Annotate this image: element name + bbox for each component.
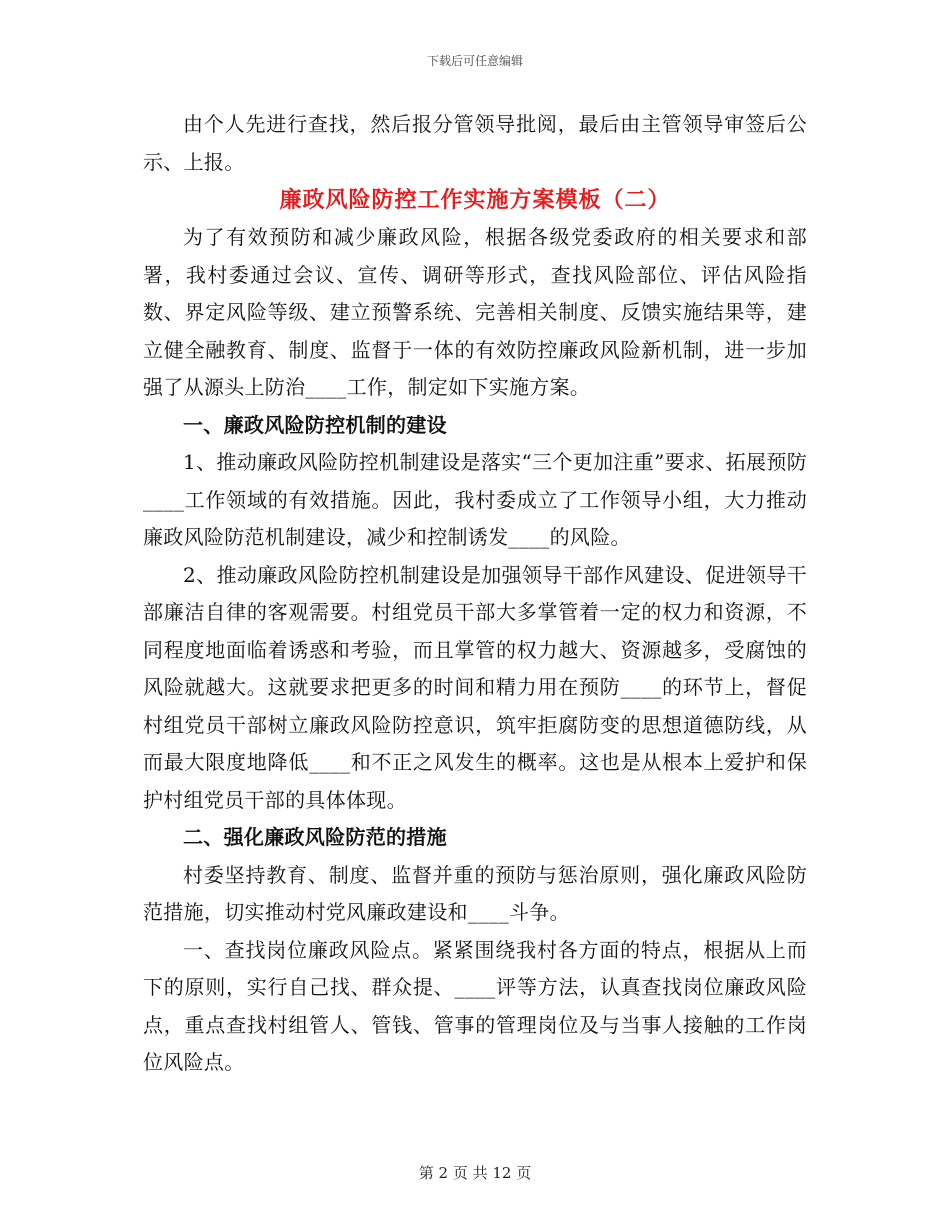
page-header-note: 下载后可任意编辑 bbox=[426, 54, 523, 68]
section-heading-1: 一、廉政风险防控机制的建设 bbox=[183, 412, 447, 437]
section1-item-1: 1、推动廉政风险防控机制建设是落实“三个更加注重”要求、拓展预防____工作领域的有效措施。因此，我村委成立了工作领导小组，大力推动廉政风险防范机制建设，减少和控制诱发____的风险。 bbox=[143, 450, 807, 549]
section2-paragraph-1: 村委坚持教育、制度、监督并重的预防与惩治原则，强化廉政风险防范措施，切实推动村党风廉政建设和____斗争。 bbox=[143, 862, 807, 924]
section1-item-2: 2、推动廉政风险防控机制建设是加强领导干部作风建设、促进领导干部廉洁自律的客观需要。村组党员干部大多掌管着一定的权力和资源，不同程度地面临着诱惑和考验，而且掌管的权力越大、资源越多，受腐蚀的风险就越大。这就要求把更多的时间和精力用在预防____的环节上，督促村组党员干部树立廉政风险防控意识，筑牢拒腐防变的思想道德防线，从而最大限度地降低____和不正之风发生的概率。这也是从根本上爱护和保护村组党员干部的具体体现。 bbox=[143, 562, 807, 812]
section2-paragraph-2: 一、查找岗位廉政风险点。紧紧围绕我村各方面的特点，根据从上而下的原则，实行自己找、群众提、____评等方法，认真查找岗位廉政风险点，重点查找村组管人、管钱、管事的管理岗位及与当事人接触的工作岗位风险点。 bbox=[143, 937, 807, 1074]
intro-paragraph: 为了有效预防和减少廉政风险，根据各级党委政府的相关要求和部署，我村委通过会议、宣传、调研等形式，查找风险部位、评估风险指数、界定风险等级、建立预警系统、完善相关制度、反馈实施结果等，建立健全融教育、制度、监督于一体的有效防控廉政风险新机制，进一步加强了从源头上防治____工作，制定如下实施方案。 bbox=[143, 225, 807, 399]
page-number-footer: 第 2 页 共 12 页 bbox=[418, 1164, 532, 1182]
paragraph-previous-page-continuation: 由个人先进行查找，然后报分管领导批阅，最后由主管领导审签后公示、上报。 bbox=[143, 112, 807, 174]
document-body bbox=[143, 106, 807, 1082]
section-heading-2: 二、强化廉政风险防范的措施 bbox=[183, 825, 447, 849]
document-title: 廉政风险防控工作实施方案模板（二） bbox=[279, 187, 671, 213]
